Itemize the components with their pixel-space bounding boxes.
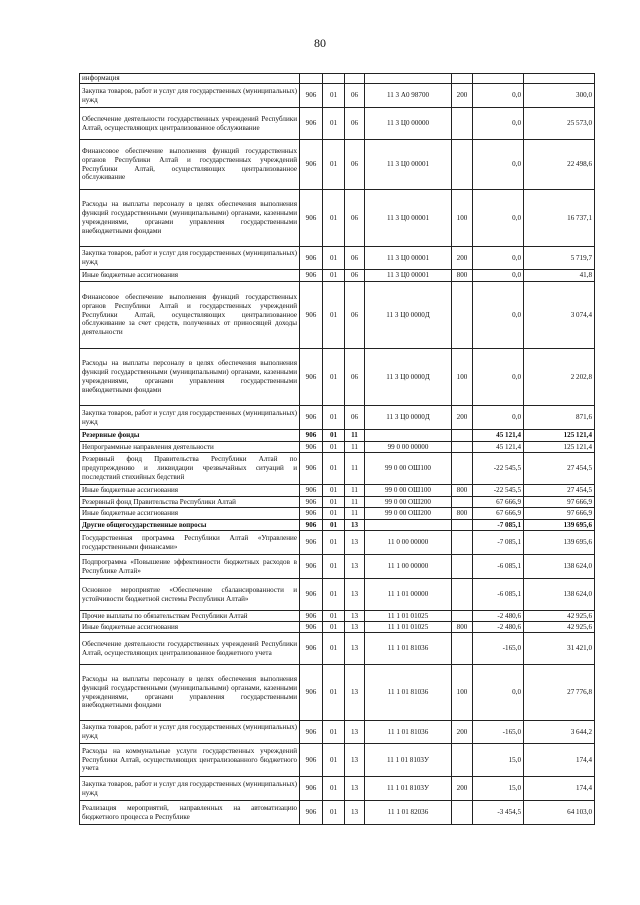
change-amount-cell: -7 085,1	[473, 531, 524, 555]
change-amount-cell: -165,0	[473, 633, 524, 665]
expense-name-cell: Обеспечение деятельности государственных учреждений Республики Алтай, осуществляющих централизованное бюджетного учета	[80, 633, 300, 665]
section-code-cell: 01	[323, 84, 345, 108]
total-amount-cell: 139 695,6	[524, 531, 595, 555]
section-code-cell: 01	[323, 622, 345, 633]
expense-name-cell: Резервный фонд Правительства Республики Алтай по предупреждению и ликвидации чрезвычайных ситуаций и последствий стихийных бедствий	[80, 453, 300, 485]
target-article-cell: 11 1 01 01025	[365, 622, 452, 633]
expense-type-cell: 200	[452, 84, 473, 108]
table-row	[80, 622, 595, 633]
target-article-cell: 11 1 00 00000	[365, 555, 452, 579]
ministry-code-cell: 906	[300, 108, 323, 140]
table-row	[80, 485, 595, 497]
target-article-cell: 11 1 01 01025	[365, 611, 452, 622]
expense-name-cell: Иные бюджетные ассигнования	[80, 622, 300, 633]
total-amount-cell: 300,0	[524, 84, 595, 108]
target-article-cell: 99 0 00 ОШ100	[365, 453, 452, 485]
expense-type-cell: 800	[452, 270, 473, 282]
expense-name-cell: Резервные фонды	[80, 430, 300, 442]
expense-type-cell: 800	[452, 622, 473, 633]
ministry-code-cell: 906	[300, 406, 323, 430]
table-row	[80, 665, 595, 721]
total-amount-cell: 27 776,8	[524, 665, 595, 721]
section-code-cell: 01	[323, 190, 345, 247]
section-code-cell: 01	[323, 721, 345, 744]
change-amount-cell: 0,0	[473, 108, 524, 140]
table-row	[80, 190, 595, 247]
expense-type-cell: 100	[452, 190, 473, 247]
expense-name-cell: Финансовое обеспечение выполнения функций государственных органов Республики Алтай и государственных учреждений Республики Алтай, осуществляющих централизованное обслуживание	[80, 140, 300, 190]
target-article-cell: 11 3 Ц0 0000Д	[365, 282, 452, 349]
change-amount-cell	[473, 74, 524, 84]
section-code-cell: 01	[323, 442, 345, 453]
ministry-code-cell: 906	[300, 497, 323, 508]
ministry-code-cell: 906	[300, 777, 323, 801]
total-amount-cell: 97 666,9	[524, 497, 595, 508]
target-article-cell: 11 3 Ц0 0000Д	[365, 406, 452, 430]
table-row	[80, 453, 595, 485]
table-row	[80, 406, 595, 430]
expense-name-cell: Финансовое обеспечение выполнения функций государственных органов Республики Алтай и государственных учреждений Республики Алтай, осуществляющих централизованное обслуживание за счет средств, полученных от приносящей доходы деятельности	[80, 282, 300, 349]
target-article-cell: 11 1 01 8103У	[365, 744, 452, 777]
expense-type-cell	[452, 531, 473, 555]
change-amount-cell: 45 121,4	[473, 442, 524, 453]
subsection-code-cell: 06	[345, 140, 365, 190]
table-row	[80, 430, 595, 442]
subsection-code-cell: 06	[345, 108, 365, 140]
target-article-cell: 11 1 01 81036	[365, 721, 452, 744]
ministry-code-cell: 906	[300, 270, 323, 282]
section-code-cell: 01	[323, 108, 345, 140]
ministry-code-cell: 906	[300, 665, 323, 721]
section-code-cell: 01	[323, 406, 345, 430]
ministry-code-cell: 906	[300, 531, 323, 555]
subsection-code-cell: 06	[345, 247, 365, 270]
expense-name-cell: Реализация мероприятий, направленных на автоматизацию бюджетного процесса в Республике	[80, 801, 300, 825]
ministry-code-cell: 906	[300, 84, 323, 108]
subsection-code-cell: 13	[345, 801, 365, 825]
table-row	[80, 555, 595, 579]
ministry-code-cell: 906	[300, 485, 323, 497]
total-amount-cell: 138 624,0	[524, 579, 595, 611]
section-code-cell: 01	[323, 247, 345, 270]
table-row	[80, 349, 595, 406]
expense-type-cell: 200	[452, 777, 473, 801]
expense-name-cell: Основное мероприятие «Обеспечение сбалансированности и устойчивости бюджетной системы Республики Алтай»	[80, 579, 300, 611]
subsection-code-cell: 11	[345, 508, 365, 520]
subsection-code-cell: 06	[345, 190, 365, 247]
table-row	[80, 442, 595, 453]
table-row	[80, 531, 595, 555]
table-row	[80, 801, 595, 825]
subsection-code-cell: 13	[345, 531, 365, 555]
target-article-cell: 99 0 00 ОШ200	[365, 508, 452, 520]
total-amount-cell: 174,4	[524, 744, 595, 777]
expense-name-cell: Другие общегосударственные вопросы	[80, 520, 300, 531]
expense-name-cell: информация	[80, 74, 300, 84]
total-amount-cell: 27 454,5	[524, 485, 595, 497]
expense-type-cell: 200	[452, 247, 473, 270]
expense-name-cell: Непрограммные направления деятельности	[80, 442, 300, 453]
change-amount-cell: -3 454,5	[473, 801, 524, 825]
table-row	[80, 721, 595, 744]
target-article-cell	[365, 430, 452, 442]
target-article-cell: 11 3 А0 98700	[365, 84, 452, 108]
ministry-code-cell: 906	[300, 744, 323, 777]
ministry-code-cell: 906	[300, 140, 323, 190]
expense-name-cell: Расходы на выплаты персоналу в целях обеспечения выполнения функций государственными (муниципальными) органами, казенными учреждениями, органами управления государственными внебюджетными фондами	[80, 665, 300, 721]
change-amount-cell: 0,0	[473, 665, 524, 721]
subsection-code-cell: 13	[345, 611, 365, 622]
ministry-code-cell: 906	[300, 349, 323, 406]
section-code-cell: 01	[323, 633, 345, 665]
subsection-code-cell: 11	[345, 497, 365, 508]
expense-type-cell: 200	[452, 406, 473, 430]
expense-type-cell	[452, 801, 473, 825]
expense-type-cell	[452, 497, 473, 508]
section-code-cell: 01	[323, 777, 345, 801]
expense-type-cell	[452, 744, 473, 777]
table-row	[80, 611, 595, 622]
total-amount-cell: 139 695,6	[524, 520, 595, 531]
expense-name-cell: Расходы на коммунальные услуги государственных учреждений Республики Алтай, осуществляющих централизованного бюджетного учета	[80, 744, 300, 777]
total-amount-cell: 3 074,4	[524, 282, 595, 349]
expense-name-cell: Расходы на выплаты персоналу в целях обеспечения выполнения функций государственными (муниципальными) органами, казенными учреждениями, органами управления государственными внебюджетными фондами	[80, 190, 300, 247]
target-article-cell: 99 0 00 ОШ100	[365, 485, 452, 497]
subsection-code-cell: 13	[345, 665, 365, 721]
change-amount-cell: 0,0	[473, 270, 524, 282]
expense-type-cell: 200	[452, 721, 473, 744]
change-amount-cell: 0,0	[473, 282, 524, 349]
target-article-cell: 11 3 Ц0 0000Д	[365, 349, 452, 406]
total-amount-cell: 125 121,4	[524, 442, 595, 453]
section-code-cell: 01	[323, 665, 345, 721]
table-row	[80, 508, 595, 520]
total-amount-cell: 42 925,6	[524, 622, 595, 633]
expense-type-cell	[452, 555, 473, 579]
expense-name-cell: Иные бюджетные ассигнования	[80, 485, 300, 497]
total-amount-cell: 125 121,4	[524, 430, 595, 442]
ministry-code-cell: 906	[300, 721, 323, 744]
target-article-cell: 11 3 Ц0 00001	[365, 247, 452, 270]
section-code-cell: 01	[323, 579, 345, 611]
subsection-code-cell: 13	[345, 555, 365, 579]
target-article-cell	[365, 520, 452, 531]
subsection-code-cell: 13	[345, 520, 365, 531]
target-article-cell: 99 0 00 ОШ200	[365, 497, 452, 508]
table-row	[80, 270, 595, 282]
section-code-cell: 01	[323, 270, 345, 282]
section-code-cell: 01	[323, 453, 345, 485]
total-amount-cell: 27 454,5	[524, 453, 595, 485]
subsection-code-cell: 13	[345, 622, 365, 633]
total-amount-cell: 3 644,2	[524, 721, 595, 744]
change-amount-cell: 0,0	[473, 406, 524, 430]
target-article-cell: 11 3 Ц0 00001	[365, 140, 452, 190]
total-amount-cell: 31 421,0	[524, 633, 595, 665]
total-amount-cell: 97 666,9	[524, 508, 595, 520]
total-amount-cell	[524, 74, 595, 84]
target-article-cell: 11 0 00 00000	[365, 531, 452, 555]
subsection-code-cell: 06	[345, 349, 365, 406]
table-row	[80, 140, 595, 190]
ministry-code-cell: 906	[300, 520, 323, 531]
change-amount-cell: -2 480,6	[473, 611, 524, 622]
change-amount-cell: 0,0	[473, 84, 524, 108]
target-article-cell: 11 1 01 81036	[365, 665, 452, 721]
change-amount-cell: -22 545,5	[473, 485, 524, 497]
expense-name-cell: Закупка товаров, работ и услуг для государственных (муниципальных) нужд	[80, 84, 300, 108]
table-row	[80, 108, 595, 140]
table-row	[80, 74, 595, 84]
ministry-code-cell: 906	[300, 190, 323, 247]
ministry-code-cell: 906	[300, 430, 323, 442]
total-amount-cell: 138 624,0	[524, 555, 595, 579]
expense-type-cell	[452, 430, 473, 442]
ministry-code-cell: 906	[300, 579, 323, 611]
table-row	[80, 744, 595, 777]
ministry-code-cell: 906	[300, 442, 323, 453]
change-amount-cell: -7 085,1	[473, 520, 524, 531]
expense-type-cell: 100	[452, 665, 473, 721]
change-amount-cell: 15,0	[473, 744, 524, 777]
ministry-code-cell: 906	[300, 555, 323, 579]
target-article-cell: 11 1 01 82036	[365, 801, 452, 825]
ministry-code-cell: 906	[300, 801, 323, 825]
total-amount-cell: 42 925,6	[524, 611, 595, 622]
subsection-code-cell: 13	[345, 579, 365, 611]
subsection-code-cell: 11	[345, 485, 365, 497]
section-code-cell: 01	[323, 744, 345, 777]
change-amount-cell: 45 121,4	[473, 430, 524, 442]
expense-type-cell	[452, 453, 473, 485]
target-article-cell	[365, 74, 452, 84]
subsection-code-cell: 13	[345, 721, 365, 744]
subsection-code-cell: 06	[345, 84, 365, 108]
change-amount-cell: 15,0	[473, 777, 524, 801]
change-amount-cell: -6 085,1	[473, 579, 524, 611]
subsection-code-cell: 06	[345, 406, 365, 430]
target-article-cell: 11 1 01 8103У	[365, 777, 452, 801]
section-code-cell: 01	[323, 508, 345, 520]
budget-table-body	[80, 74, 595, 825]
ministry-code-cell: 906	[300, 247, 323, 270]
total-amount-cell: 64 103,0	[524, 801, 595, 825]
expense-name-cell: Подпрограмма «Повышение эффективности бюджетных расходов в Республике Алтай»	[80, 555, 300, 579]
section-code-cell: 01	[323, 555, 345, 579]
expense-name-cell: Закупка товаров, работ и услуг для государственных (муниципальных) нужд	[80, 721, 300, 744]
total-amount-cell: 41,8	[524, 270, 595, 282]
expense-type-cell	[452, 633, 473, 665]
ministry-code-cell: 906	[300, 453, 323, 485]
total-amount-cell: 2 202,8	[524, 349, 595, 406]
total-amount-cell: 871,6	[524, 406, 595, 430]
subsection-code-cell	[345, 74, 365, 84]
ministry-code-cell: 906	[300, 622, 323, 633]
ministry-code-cell: 906	[300, 508, 323, 520]
table-row	[80, 282, 595, 349]
section-code-cell: 01	[323, 801, 345, 825]
target-article-cell: 11 3 Ц0 00001	[365, 270, 452, 282]
subsection-code-cell: 11	[345, 430, 365, 442]
expense-type-cell	[452, 442, 473, 453]
expense-type-cell	[452, 140, 473, 190]
section-code-cell: 01	[323, 485, 345, 497]
change-amount-cell: 67 666,9	[473, 497, 524, 508]
expense-name-cell: Прочие выплаты по обязательствам Республики Алтай	[80, 611, 300, 622]
subsection-code-cell: 13	[345, 633, 365, 665]
table-row	[80, 84, 595, 108]
section-code-cell	[323, 74, 345, 84]
target-article-cell: 11 1 01 81036	[365, 633, 452, 665]
change-amount-cell: 0,0	[473, 349, 524, 406]
change-amount-cell: 0,0	[473, 140, 524, 190]
ministry-code-cell: 906	[300, 282, 323, 349]
total-amount-cell: 174,4	[524, 777, 595, 801]
expense-name-cell: Расходы на выплаты персоналу в целях обеспечения выполнения функций государственными (муниципальными) органами, казенными учреждениями, органами управления государственными внебюджетными фондами	[80, 349, 300, 406]
subsection-code-cell: 11	[345, 453, 365, 485]
expense-type-cell	[452, 108, 473, 140]
change-amount-cell: 0,0	[473, 190, 524, 247]
expense-type-cell	[452, 611, 473, 622]
section-code-cell: 01	[323, 611, 345, 622]
target-article-cell: 11 3 Ц0 00000	[365, 108, 452, 140]
expense-type-cell: 800	[452, 508, 473, 520]
budget-table	[79, 73, 595, 825]
expense-name-cell: Закупка товаров, работ и услуг для государственных (муниципальных) нужд	[80, 406, 300, 430]
section-code-cell: 01	[323, 531, 345, 555]
subsection-code-cell: 13	[345, 744, 365, 777]
expense-type-cell	[452, 282, 473, 349]
total-amount-cell: 5 719,7	[524, 247, 595, 270]
total-amount-cell: 16 737,1	[524, 190, 595, 247]
expense-name-cell: Государственная программа Республики Алтай «Управление государственными финансами»	[80, 531, 300, 555]
table-row	[80, 520, 595, 531]
expense-type-cell	[452, 74, 473, 84]
change-amount-cell: 0,0	[473, 247, 524, 270]
change-amount-cell: -6 085,1	[473, 555, 524, 579]
table-row	[80, 497, 595, 508]
expense-type-cell: 100	[452, 349, 473, 406]
subsection-code-cell: 06	[345, 282, 365, 349]
change-amount-cell: -165,0	[473, 721, 524, 744]
table-row	[80, 247, 595, 270]
expense-type-cell: 800	[452, 485, 473, 497]
subsection-code-cell: 13	[345, 777, 365, 801]
total-amount-cell: 25 573,0	[524, 108, 595, 140]
target-article-cell: 11 3 Ц0 00001	[365, 190, 452, 247]
expense-type-cell	[452, 579, 473, 611]
subsection-code-cell: 11	[345, 442, 365, 453]
table-row	[80, 777, 595, 801]
change-amount-cell: 67 666,9	[473, 508, 524, 520]
total-amount-cell: 22 498,6	[524, 140, 595, 190]
table-row	[80, 579, 595, 611]
ministry-code-cell: 906	[300, 611, 323, 622]
expense-name-cell: Иные бюджетные ассигнования	[80, 508, 300, 520]
target-article-cell: 99 0 00 00000	[365, 442, 452, 453]
table-row	[80, 633, 595, 665]
section-code-cell: 01	[323, 430, 345, 442]
subsection-code-cell: 06	[345, 270, 365, 282]
expense-name-cell: Иные бюджетные ассигнования	[80, 270, 300, 282]
section-code-cell: 01	[323, 282, 345, 349]
section-code-cell: 01	[323, 349, 345, 406]
change-amount-cell: -2 480,6	[473, 622, 524, 633]
section-code-cell: 01	[323, 497, 345, 508]
change-amount-cell: -22 545,5	[473, 453, 524, 485]
expense-name-cell: Закупка товаров, работ и услуг для государственных (муниципальных) нужд	[80, 777, 300, 801]
section-code-cell: 01	[323, 520, 345, 531]
expense-type-cell	[452, 520, 473, 531]
ministry-code-cell	[300, 74, 323, 84]
expense-name-cell: Закупка товаров, работ и услуг для государственных (муниципальных) нужд	[80, 247, 300, 270]
target-article-cell: 11 1 01 00000	[365, 579, 452, 611]
ministry-code-cell: 906	[300, 633, 323, 665]
expense-name-cell: Обеспечение деятельности государственных учреждений Республики Алтай, осуществляющих централизованное обслуживание	[80, 108, 300, 140]
expense-name-cell: Резервный фонд Правительства Республики Алтай	[80, 497, 300, 508]
page-number: 80	[314, 36, 326, 50]
section-code-cell: 01	[323, 140, 345, 190]
